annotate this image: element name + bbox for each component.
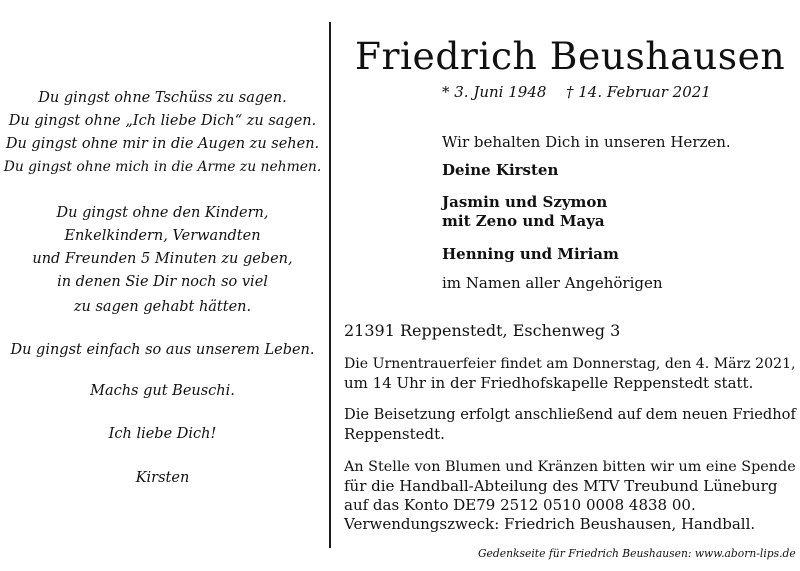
- poem-line: Du gingst ohne mir in die Augen zu sehen.: [5, 136, 320, 152]
- mourner-group: Deine Kirsten: [442, 161, 559, 179]
- funeral-info: um 14 Uhr in der Friedhofskapelle Reppenstedt statt.: [344, 374, 754, 392]
- poem-line: in denen Sie Dir noch so viel: [57, 274, 268, 290]
- column-divider: [329, 22, 331, 548]
- memorial-page-link[interactable]: Gedenkseite für Friedrich Beushausen: www.aborn-lips.de: [478, 547, 796, 560]
- poem-line: Ich liebe Dich!: [108, 426, 217, 442]
- poem-line: Machs gut Beuschi.: [90, 383, 235, 399]
- mourner-group: Henning und Miriam: [442, 245, 619, 263]
- mourners-intro: Wir behalten Dich in unseren Herzen.: [442, 133, 731, 151]
- poem-line: Du gingst ohne Tschüss zu sagen.: [38, 90, 287, 106]
- poem-line: Kirsten: [135, 470, 190, 486]
- donation-info: Verwendungszweck: Friedrich Beushausen, Handball.: [344, 515, 756, 533]
- burial-info: Reppenstedt.: [344, 425, 445, 443]
- birth-date: * 3. Juni 1948: [442, 83, 547, 101]
- poem-line: und Freunden 5 Minuten zu geben,: [32, 251, 293, 267]
- funeral-info: Die Urnentrauerfeier findet am Donnerstag, den 4. März 2021,: [344, 356, 796, 372]
- poem-line: Enkelkindern, Verwandten: [64, 228, 261, 244]
- poem-line: Du gingst einfach so aus unserem Leben.: [10, 342, 315, 358]
- mourner-group: mit Zeno und Maya: [442, 212, 605, 230]
- mourner-group: Jasmin und Szymon: [442, 193, 608, 211]
- donation-info: An Stelle von Blumen und Kränzen bitten wir um eine Spende: [344, 459, 796, 475]
- poem-line: zu sagen gehabt hätten.: [73, 299, 252, 315]
- poem-line: Du gingst ohne den Kindern,: [56, 205, 269, 221]
- address: 21391 Reppenstedt, Eschenweg 3: [344, 321, 621, 340]
- deceased-name: Friedrich Beushausen: [354, 34, 786, 78]
- poem-line: Du gingst ohne mich in die Arme zu nehmen.: [3, 159, 322, 175]
- death-date: † 14. Februar 2021: [566, 83, 711, 101]
- poem-line: Du gingst ohne „Ich liebe Dich“ zu sagen.: [8, 113, 317, 129]
- donation-info: auf das Konto DE79 2512 0510 0008 4838 00.: [344, 496, 696, 514]
- mourners-closing: im Namen aller Angehörigen: [442, 274, 663, 292]
- burial-info: Die Beisetzung erfolgt anschließend auf dem neuen Friedhof: [344, 406, 796, 423]
- donation-info: für die Handball-Abteilung des MTV Treubund Lüneburg: [344, 477, 778, 495]
